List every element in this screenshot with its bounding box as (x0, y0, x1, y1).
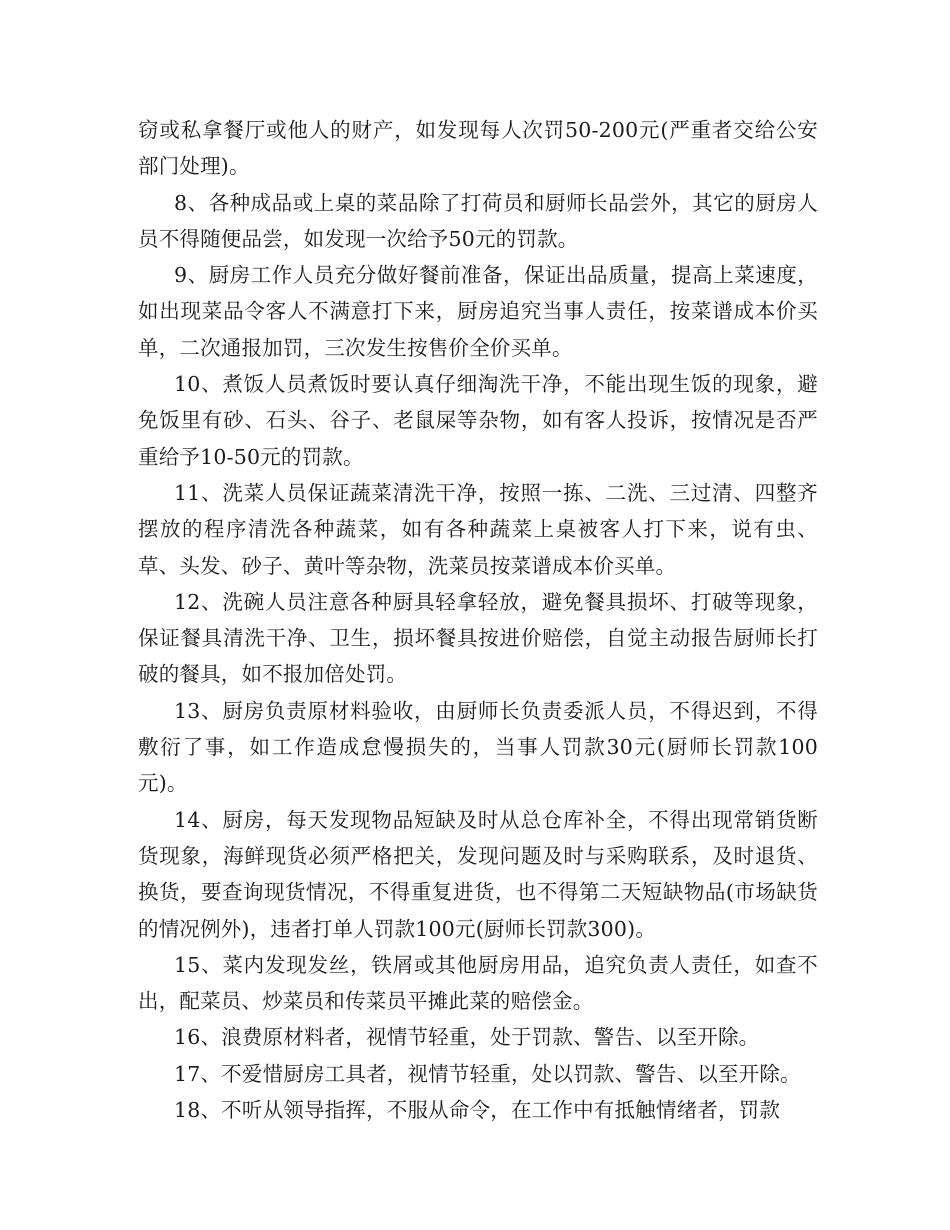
rule-paragraph-10: 10、煮饭人员煮饭时要认真仔细淘洗干净，不能出现生饭的现象，避免饭里有砂、石头、谷子、老鼠屎等杂物，如有客人投诉，按情况是否严重给予10-50元的罚款。 (138, 372, 818, 469)
document-page (138, 112, 818, 1128)
rule-paragraph-17: 17、不爱惜厨房工具者，视情节轻重，处以罚款、警告、以至开除。 (174, 1061, 801, 1086)
rule-paragraph-11: 11、洗菜人员保证蔬菜清洗干净，按照一拣、二洗、三过清、四整齐摆放的程序清洗各种蔬菜，如有各种蔬菜上桌被客人打下来，说有虫、草、头发、砂子、黄叶等杂物，洗菜员按菜谱成本价买单。 (138, 480, 818, 578)
rule-paragraph-15: 15、菜内发现发丝，铁屑或其他厨房用品，追究负责人责任，如查不出，配菜员、炒菜员和传菜员平摊此菜的赔偿金。 (138, 952, 818, 1014)
rule-paragraph-8: 8、各种成品或上桌的菜品除了打荷员和厨师长品尝外，其它的厨房人员不得随便品尝，如发现一次给予50元的罚款。 (138, 190, 818, 251)
rule-paragraph-12: 12、洗碗人员注意各种厨具轻拿轻放，避免餐具损坏、打破等现象，保证餐具清洗干净、卫生，损坏餐具按进价赔偿，自觉主动报告厨师长打破的餐具，如不报加倍处罚。 (138, 589, 818, 687)
rule-paragraph-16: 16、浪费原材料者，视情节轻重，处于罚款、警告、以至开除。 (174, 1025, 760, 1050)
rule-paragraph-9: 9、厨房工作人员充分做好餐前准备，保证出品质量，提高上菜速度，如出现菜品令客人不满意打下来，厨房追究当事人责任，按菜谱成本价买单，二次通报加罚，三次发生按售价全价买单。 (138, 263, 818, 360)
rule-paragraph-18: 18、不听从领导指挥，不服从命令，在工作中有抵触情绪者，罚款 (174, 1098, 781, 1123)
rule-paragraph-14: 14、厨房，每天发现物品短缺及时从总仓库补全，不得出现常销货断货现象，海鲜现货必须严格把关，发现问题及时与采购联系，及时退货、换货，要查询现货情况，不得重复进货，也不得第二天短缺物品(市场缺货的情况例外)，违者打单人罚款100元(厨师长罚款300)。 (138, 807, 818, 941)
paragraph-continuation: 窃或私拿餐厅或他人的财产，如发现每人次罚50-200元(严重者交给公安部门处理)。 (138, 118, 818, 179)
rule-paragraph-13: 13、厨房负责原材料验收，由厨师长负责委派人员，不得迟到，不得敷衍了事，如工作造成怠慢损失的，当事人罚款30元(厨师长罚款100元)。 (138, 698, 818, 796)
